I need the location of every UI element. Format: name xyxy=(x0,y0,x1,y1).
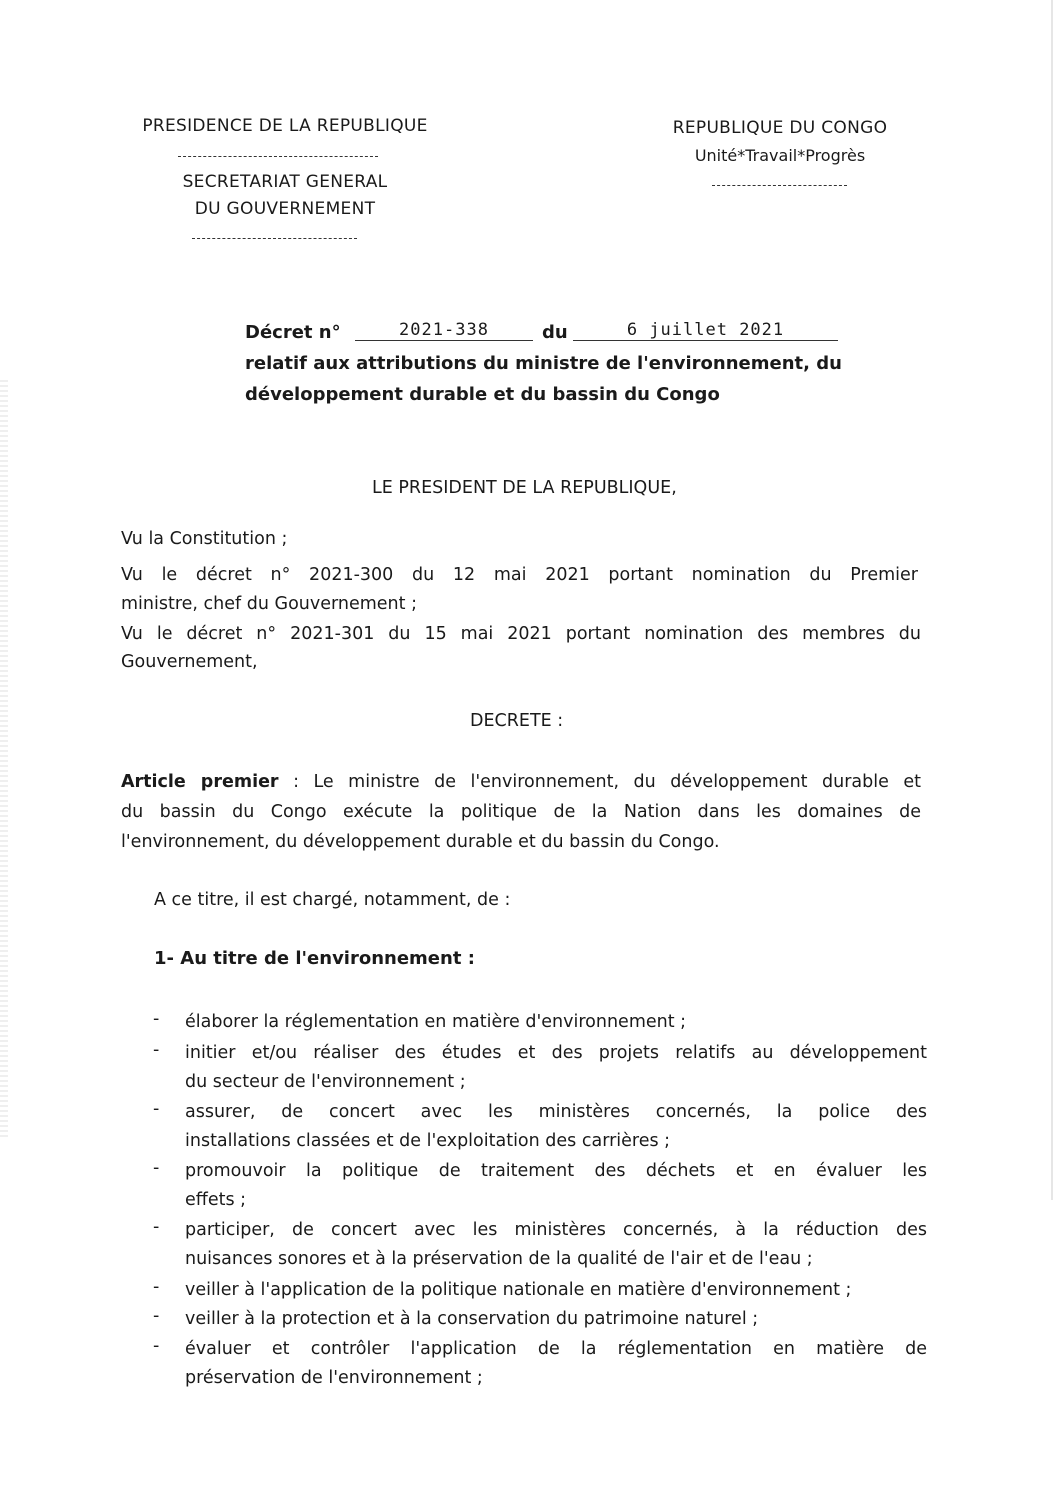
decree-date: 6 juillet 2021 xyxy=(573,320,838,341)
decree-title-line2: développement durable et du bassin du Congo xyxy=(245,384,720,405)
scan-artifact xyxy=(0,380,8,1140)
bullet-dash: - xyxy=(153,1040,160,1060)
list-item-line: effets ; xyxy=(185,1190,247,1210)
header-separator xyxy=(178,156,378,157)
list-item-line: participer, de concert avec les ministères concernés, à la réduction des xyxy=(185,1220,927,1240)
bullet-dash: - xyxy=(153,1277,160,1297)
header-secretariat: SECRETARIAT GENERAL xyxy=(182,172,388,192)
article-label: Article premier xyxy=(121,772,279,792)
intro-text: A ce titre, il est chargé, notamment, de : xyxy=(154,890,511,910)
decree-prefix: Décret n° xyxy=(245,322,341,343)
article-line xyxy=(121,768,921,797)
visa-line: Vu le décret n° 2021-300 du 12 mai 2021 portant nomination du Premier xyxy=(121,565,918,585)
decrete-heading: DECRETE : xyxy=(470,711,564,731)
president-heading: LE PRESIDENT DE LA REPUBLIQUE, xyxy=(372,478,677,498)
list-item: veiller à l'application de la politique nationale en matière d'environnement ; xyxy=(185,1280,852,1300)
list-item: veiller à la protection et à la conservation du patrimoine naturel ; xyxy=(185,1309,759,1329)
list-item-line: du secteur de l'environnement ; xyxy=(185,1072,466,1092)
header-gouvernement: DU GOUVERNEMENT xyxy=(194,199,376,219)
article-text: : Le ministre de l'environnement, du développement durable et xyxy=(278,772,921,792)
header-republique: REPUBLIQUE DU CONGO xyxy=(672,118,888,138)
section-title: 1- Au titre de l'environnement : xyxy=(154,948,475,969)
list-item-line: nuisances sonores et à la préservation de la qualité de l'air et de l'eau ; xyxy=(185,1249,813,1269)
bullet-dash: - xyxy=(153,1217,160,1237)
visa-line: ministre, chef du Gouvernement ; xyxy=(121,594,417,614)
list-item-line: assurer, de concert avec les ministères concernés, la police des xyxy=(185,1102,927,1122)
bullet-dash: - xyxy=(153,1158,160,1178)
list-item-line: évaluer et contrôler l'application de la réglementation en matière de xyxy=(185,1339,927,1359)
list-item-line: préservation de l'environnement ; xyxy=(185,1368,483,1388)
article-line: l'environnement, du développement durable et du bassin du Congo. xyxy=(121,832,720,852)
decree-title-line1: relatif aux attributions du ministre de l'environnement, du xyxy=(245,353,842,374)
decree-date-prefix: du xyxy=(542,322,568,343)
scan-artifact xyxy=(1051,0,1053,1200)
bullet-dash: - xyxy=(153,1009,160,1029)
header-presidence: PRESIDENCE DE LA REPUBLIQUE xyxy=(142,116,428,136)
header-motto: Unité*Travail*Progrès xyxy=(694,146,866,165)
header-separator xyxy=(192,238,357,239)
bullet-dash: - xyxy=(153,1336,160,1356)
article-line: du bassin du Congo exécute la politique de la Nation dans les domaines de xyxy=(121,802,921,822)
visa-line: Vu la Constitution ; xyxy=(121,529,288,549)
bullet-dash: - xyxy=(153,1099,160,1119)
list-item-line: initier et/ou réaliser des études et des projets relatifs au développement xyxy=(185,1043,927,1063)
visa-line: Gouvernement, xyxy=(121,652,258,672)
visa-line: Vu le décret n° 2021-301 du 15 mai 2021 portant nomination des membres du xyxy=(121,624,921,644)
list-item-line: installations classées et de l'exploitation des carrières ; xyxy=(185,1131,671,1151)
list-item-line: promouvoir la politique de traitement des déchets et en évaluer les xyxy=(185,1161,927,1181)
bullet-dash: - xyxy=(153,1306,160,1326)
decree-number: 2021-338 xyxy=(355,320,533,341)
header-separator xyxy=(712,185,847,186)
list-item: élaborer la réglementation en matière d'environnement ; xyxy=(185,1012,687,1032)
